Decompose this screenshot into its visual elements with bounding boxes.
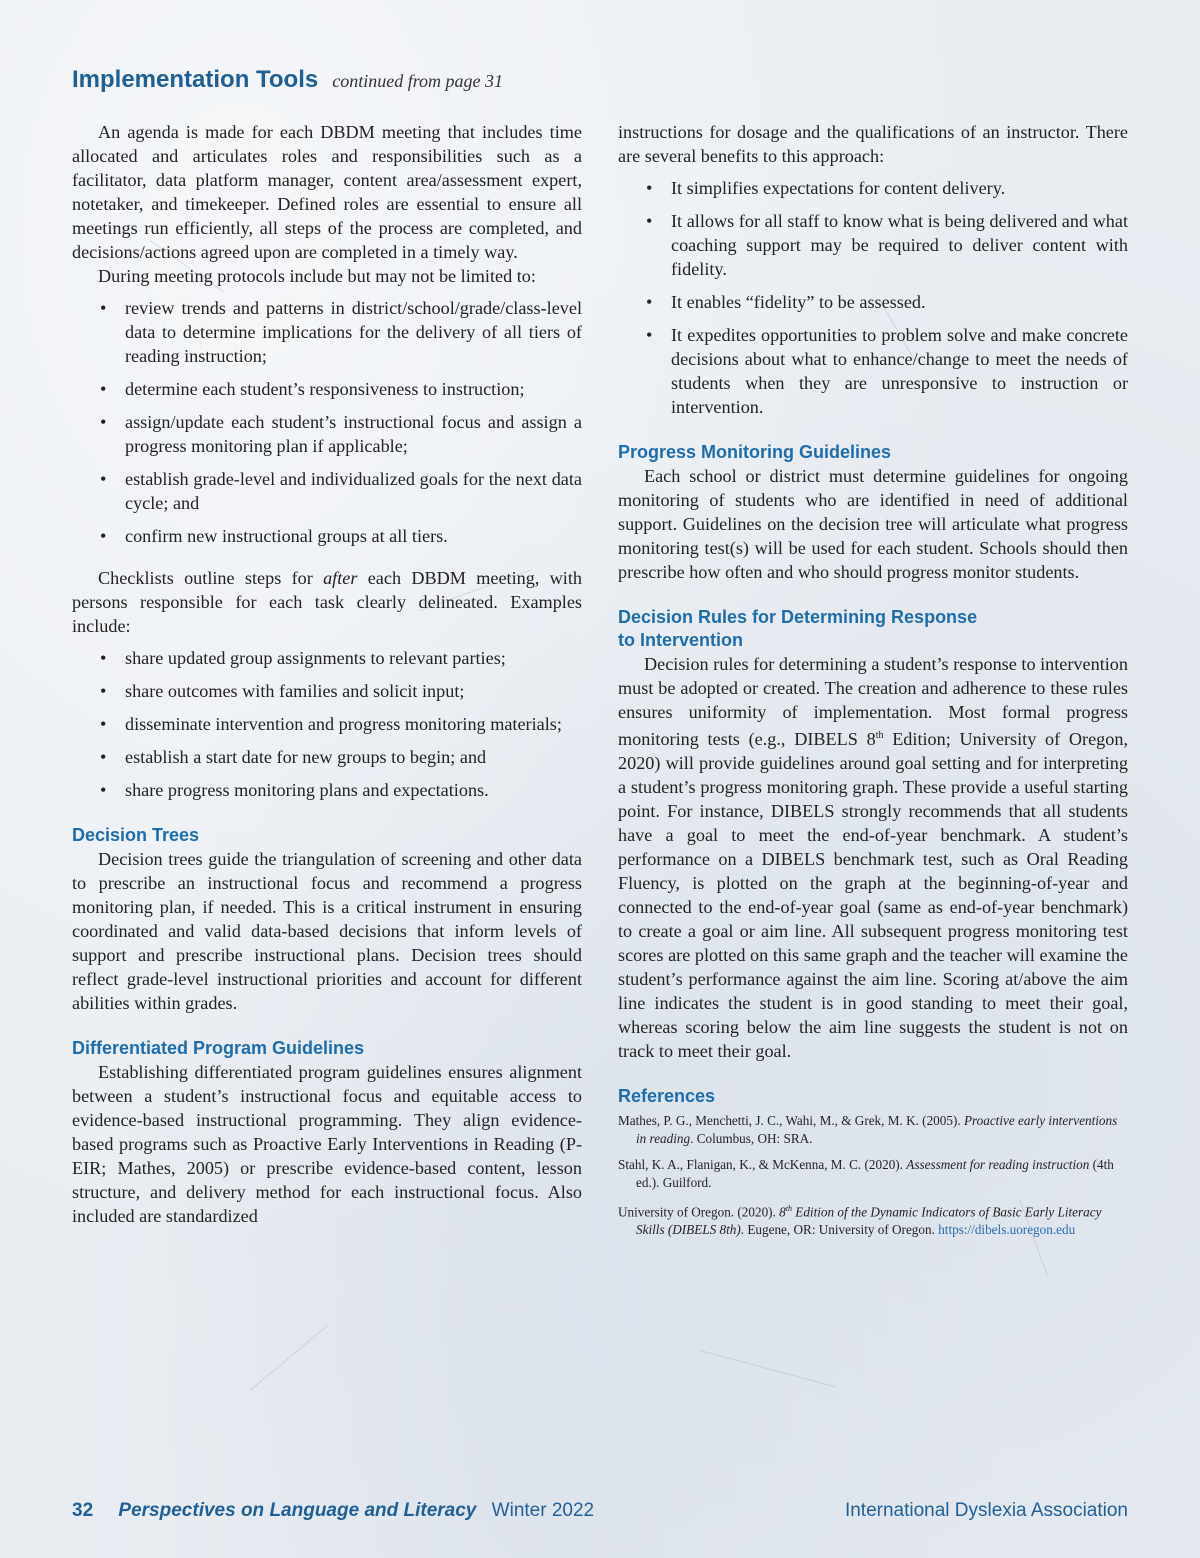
references-list <box>618 1112 1128 1239</box>
benefits-list <box>618 176 1128 419</box>
continued-paragraph: instructions for dosage and the qualifications of an instructor. There are several benefits to this approach: <box>618 122 1128 166</box>
list-item: • disseminate intervention and progress monitoring materials; <box>100 714 562 734</box>
progress-monitoring-paragraph: Each school or district must determine guidelines for ongoing monitoring of students who are identified in need of additional support. Guidelines on the decision tree will articulate what progress monitoring test(s) will be used for each student. Schools should then prescribe how often and who should progress monitor students. <box>618 466 1128 582</box>
journal-title: Perspectives on Language and Literacy <box>118 1500 477 1521</box>
article-header <box>72 66 503 94</box>
journal-issue: Winter 2022 <box>491 1500 595 1521</box>
list-item: • confirm new instructional groups at all tiers. <box>100 526 448 546</box>
after-meeting-list <box>72 646 582 802</box>
decision-rules-heading: Decision Rules for Determining Response to Intervention <box>618 607 978 650</box>
left-column <box>72 120 582 1228</box>
right-column <box>618 120 1128 1247</box>
list-item: • establish grade-level and individualized goals for the next data cycle; and <box>100 469 582 513</box>
section-title: Implementation Tools <box>72 66 319 93</box>
differentiated-guidelines-paragraph: Establishing differentiated program guidelines ensures alignment between a student’s instructional focus and equitable access to evidence-based instructional programming. They align evidence-based programs such as Proactive Early Interventions in Reading (P-EIR; Mathes, 2005) or prescribe evidence-based content, lesson structure, and delivery method for each instructional focus. Also included are standardized <box>72 1062 582 1226</box>
page-footer <box>72 1500 1128 1522</box>
during-meeting-list <box>72 296 582 548</box>
decision-trees-paragraph: Decision trees guide the triangulation of screening and other data to prescribe an instructional focus and recommend a progress monitoring plan, if needed. This is a critical instrument in ensuring coordinated and valid data-based decisions that inform levels of support and prescribe instructional plans. Decision trees should reflect grade-level instructional priorities and account for different abilities within grades. <box>72 849 582 1013</box>
list-item: • share updated group assignments to relevant parties; <box>100 648 506 668</box>
organization-name: International Dyslexia Association <box>844 1500 1128 1521</box>
progress-monitoring-heading: Progress Monitoring Guidelines <box>618 442 892 462</box>
list-item: • It expedites opportunities to problem solve and make concrete decisions about what to enhance/change to meet the needs of students when they are unresponsive to instruction or intervention. <box>646 325 1128 417</box>
reference-item: University of Oregon. (2020). 8th Edition of the Dynamic Indicators of Basic Early Literacy Skills (DIBELS 8th). Eugene, OR: University of Oregon. https://dibels.uoregon.edu <box>618 1204 1102 1238</box>
list-item: • determine each student’s responsiveness to instruction; <box>100 379 525 399</box>
differentiated-guidelines-heading: Differentiated Program Guidelines <box>72 1038 365 1058</box>
list-item: • assign/update each student’s instructional focus and assign a progress monitoring plan if applicable; <box>100 412 582 456</box>
reference-item: Mathes, P. G., Menchetti, J. C., Wahi, M., & Grek, M. K. (2005). Proactive early interventions in reading. Columbus, OH: SRA. <box>618 1113 1118 1147</box>
list-item: • share outcomes with families and solicit input; <box>100 681 465 701</box>
list-item: • review trends and patterns in district/school/grade/class-level data to determine implications for the delivery of all tiers of reading instruction; <box>100 298 582 366</box>
decision-trees-heading: Decision Trees <box>72 825 200 845</box>
list-item: • It allows for all staff to know what is being delivered and what coaching support may be required to deliver content with fidelity. <box>646 211 1128 279</box>
checklists-paragraph: Checklists outline steps for after each DBDM meeting, with persons responsible for each task clearly delineated. Examples include: <box>72 568 582 636</box>
list-item: • It enables “fidelity” to be assessed. <box>646 292 926 312</box>
list-item: • It simplifies expectations for content delivery. <box>646 178 1006 198</box>
decision-rules-paragraph: Decision rules for determining a student’s response to intervention must be adopted or created. The creation and adherence to these rules ensures uniformity of implementation. Most formal progress monitoring tests (e.g., DIBELS 8th Edition; University of Oregon, 2020) will provide guidelines around goal setting and for interpreting a student’s progress monitoring graph. These provide a useful starting point. For instance, DIBELS strongly recommends that all students have a goal to meet the end-of-year benchmark. A student’s performance on a DIBELS benchmark test, such as Oral Reading Fluency, is plotted on the graph at the beginning-of-year and connected to the end-of-year goal (same as end-of-year benchmark) to create a goal or aim line. All subsequent progress monitoring test scores are plotted on this same graph and the teacher will examine the student’s performance against the aim line. Scoring at/above the aim line indicates the student is in good standing to meet their goal, whereas scoring below the aim line suggests the student is not on track to meet their goal. <box>618 654 1128 1062</box>
dibels-link[interactable]: https://dibels.uoregon.edu <box>938 1222 1076 1238</box>
list-item: • share progress monitoring plans and expectations. <box>100 780 489 800</box>
references-heading: References <box>618 1086 716 1107</box>
reference-item: Stahl, K. A., Flanigan, K., & McKenna, M. C. (2020). Assessment for reading instruction (4th ed.). Guilford. <box>618 1157 1114 1191</box>
page-number: 32 <box>72 1500 94 1521</box>
agenda-paragraph: An agenda is made for each DBDM meeting that includes time allocated and articulates roles and responsibilities such as a facilitator, data platform manager, content area/assessment expert, notetaker, and timekeeper. Defined roles are essential to ensure all meetings run efficiently, all steps of the process are completed, and decisions/actions agreed upon are completed in a timely way. <box>72 122 582 262</box>
list-item: • establish a start date for new groups to begin; and <box>100 747 487 767</box>
during-meeting-intro: During meeting protocols include but may not be limited to: <box>98 266 536 286</box>
continued-note: continued from page 31 <box>332 71 504 91</box>
